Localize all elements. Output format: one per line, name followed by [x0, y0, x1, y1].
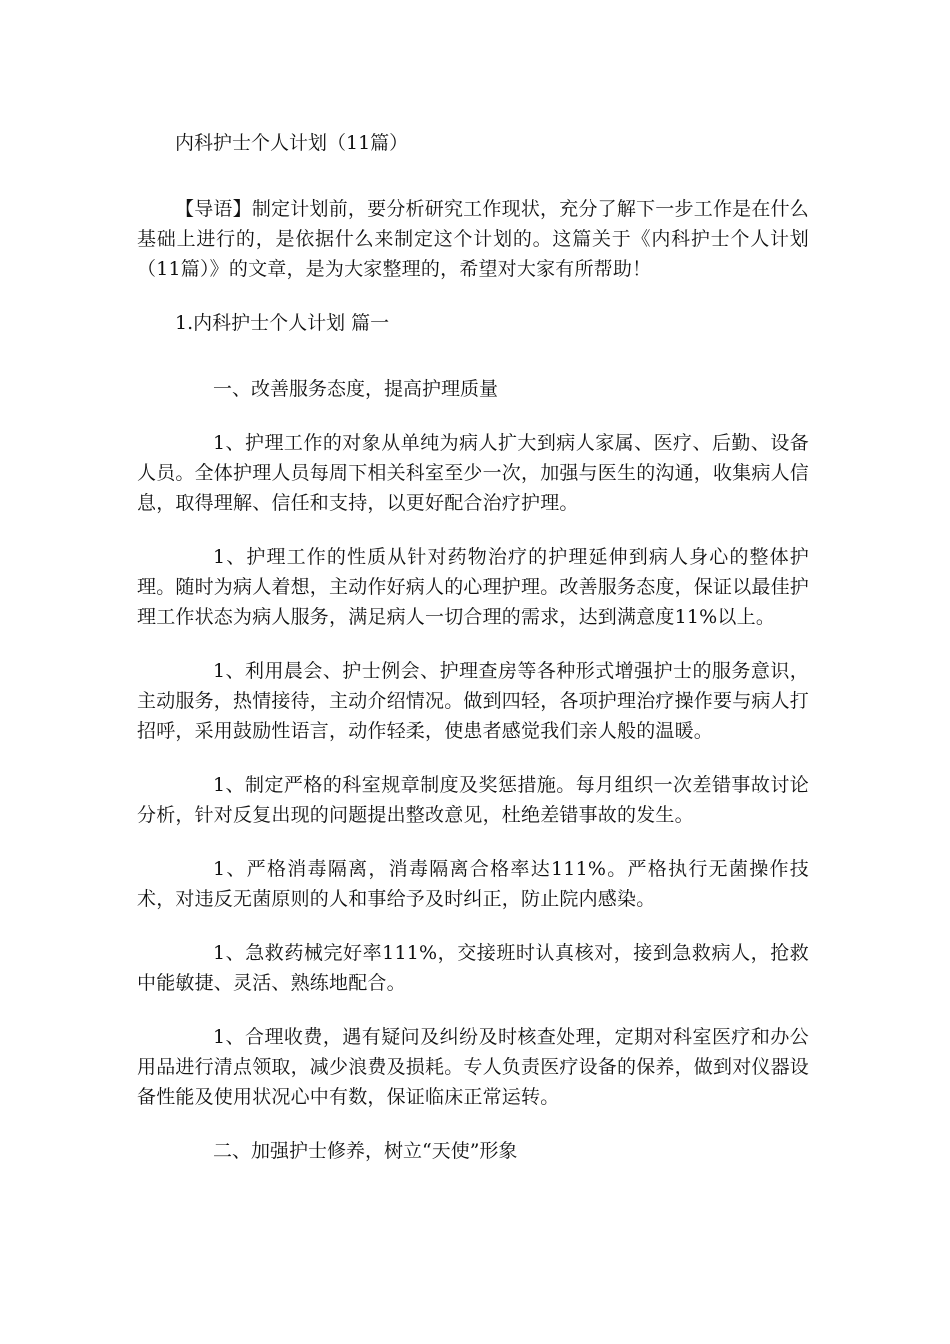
document-content — [137, 128, 809, 1190]
list-item: 1、护理工作的性质从针对药物治疗的护理延伸到病人身心的整体护理。随时为病人着想，主动作好病人的心理护理。改善服务态度，保证以最佳护理工作状态为病人服务，满足病人一切合理的需求，达到满意度11%以上。 — [137, 546, 810, 628]
subsection-heading-2: 二、加强护士修养，树立“天使”形象 — [213, 1140, 518, 1162]
list-item: 1、急救药械完好率111%，交接班时认真核对，接到急救病人，抢救中能敏捷、灵活、熟练地配合。 — [137, 942, 809, 994]
list-item: 1、制定严格的科室规章制度及奖惩措施。每月组织一次差错事故讨论分析，针对反复出现的问题提出整改意见，杜绝差错事故的发生。 — [137, 774, 809, 826]
intro-paragraph: 【导语】制定计划前，要分析研究工作现状，充分了解下一步工作是在什么基础上进行的，是依据什么来制定这个计划的。这篇关于《内科护士个人计划（11篇）》的文章，是为大家整理的，希望对大家有所帮助！ — [137, 198, 809, 280]
subsection-heading-1: 一、改善服务态度，提高护理质量 — [213, 378, 499, 400]
document-title: 内科护士个人计划（11篇） — [175, 132, 409, 154]
section-heading-1: 1.内科护士个人计划 篇一 — [175, 312, 390, 334]
list-item: 1、护理工作的对象从单纯为病人扩大到病人家属、医疗、后勤、设备人员。全体护理人员每周下相关科室至少一次，加强与医生的沟通，收集病人信息，取得理解、信任和支持，以更好配合治疗护理。 — [137, 432, 810, 514]
list-item: 1、利用晨会、护士例会、护理查房等各种形式增强护士的服务意识，主动服务，热情接待，主动介绍情况。做到四轻，各项护理治疗操作要与病人打招呼，采用鼓励性语言，动作轻柔，使患者感觉我们亲人般的温暖。 — [137, 660, 810, 742]
list-item: 1、严格消毒隔离，消毒隔离合格率达111%。严格执行无菌操作技术，对违反无菌原则的人和事给予及时纠正，防止院内感染。 — [137, 858, 809, 910]
list-item: 1、合理收费，遇有疑问及纠纷及时核查处理，定期对科室医疗和办公用品进行清点领取，减少浪费及损耗。专人负责医疗设备的保养，做到对仪器设备性能及使用状况心中有数，保证临床正常运转。 — [137, 1026, 810, 1108]
